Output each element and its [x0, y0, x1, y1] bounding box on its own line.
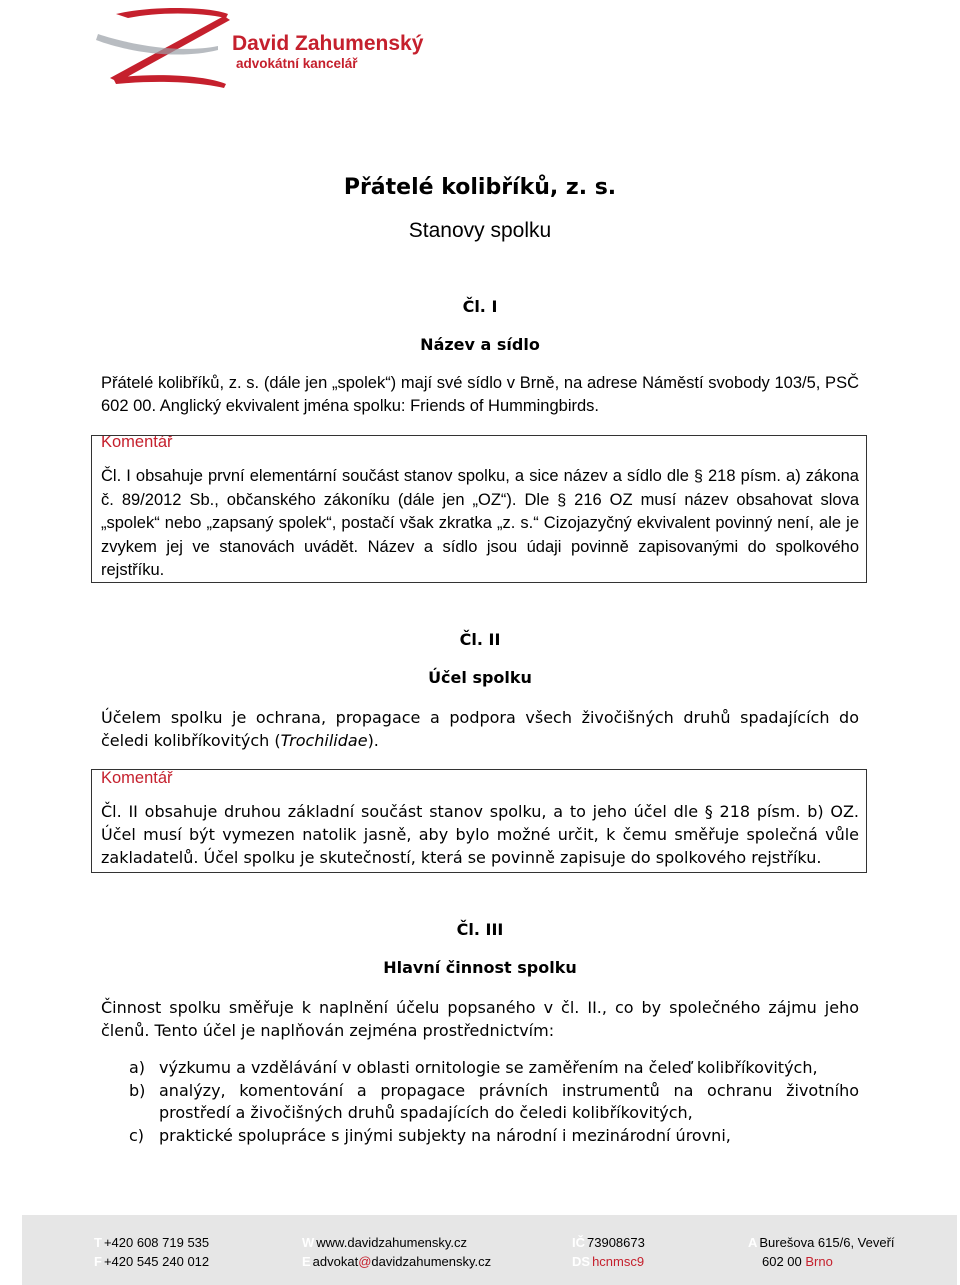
article-1-comment-text: Čl. I obsahuje první elementární součást stanov spolku, a sice název a sídlo dle § 218 písm. a) zákona č. 89/2012 Sb., občanského zákoníku (dále jen „OZ“). Dle § 216 OZ musí název obsahovat slova „spolek“ nebo „zapsaný spolek“, postačí však zkratka „z. s.“ Cizojazyčný ekvivalent povinný není, ale je zvykem jej ve stanovách uvádět. Název a sídlo jsou údaji povinně zapisovanými do spolkového rejstříku.	[101, 467, 860, 579]
firm-logo	[58, 4, 424, 94]
article-2-comment-label: Komentář	[101, 769, 173, 787]
footer-ds: DS hcnmsc9	[572, 1254, 645, 1269]
list-item: c) praktické spolupráce s jinými subjekty na národní i mezinárodní úrovni,	[129, 1125, 731, 1145]
article-2-number: Čl. II	[459, 630, 501, 649]
footer-address-1: A Burešova 615/6, Veveří	[748, 1235, 895, 1250]
article-1-heading: Název a sídlo	[420, 335, 540, 354]
footer-phone: T +420 608 719 535	[94, 1235, 210, 1250]
section-sign: §	[704, 802, 713, 821]
section-sign: §	[557, 491, 567, 509]
footer-ic: IČ 73908673	[572, 1235, 645, 1250]
article-1-number: Čl. I	[462, 297, 498, 316]
article-3-number: Čl. III	[456, 920, 504, 939]
list-item: b) analýzy, komentování a propagace právních instrumentů na ochranu životního prostředí a živočišných druhů spadajících do čeledi kolibříkovitých,	[129, 1080, 859, 1122]
footer	[22, 1215, 957, 1285]
firm-name: David Zahumenský	[232, 32, 424, 55]
document-title: Přátelé kolibříků, z. s.	[343, 175, 617, 200]
article-2-heading: Účel spolku	[428, 668, 532, 687]
section-sign: §	[694, 468, 703, 485]
footer-web[interactable]: W www.davidzahumensky.cz	[302, 1235, 468, 1250]
footer-email[interactable]: E advokat@davidzahumensky.cz	[302, 1254, 492, 1269]
footer-fax: F +420 545 240 012	[94, 1254, 210, 1269]
firm-subtitle: advokátní kancelář	[236, 56, 358, 71]
article-3-heading: Hlavní činnost spolku	[383, 958, 577, 977]
article-2-text: Účelem spolku je ochrana, propagace a podpora všech živočišných druhů spadajících do čeledi kolibříkovitých (Trochilidae).	[101, 708, 859, 750]
article-1-text: Přátelé kolibříků, z. s. (dále jen „spolek“) mají své sídlo v Brně, na adrese Náměstí svobody 103/5, PSČ 602 00. Anglický ekvivalent jména spolku: Friends of Hummingbirds.	[101, 374, 859, 415]
list-item: a) výzkumu a vzdělávání v oblasti ornitologie se zaměřením na čeleď kolibříkovitých,	[129, 1058, 818, 1077]
activity-list	[101, 1057, 859, 1147]
article-3-text: Činnost spolku směřuje k naplnění účelu popsaného v čl. II., co by společného zájmu jeho členů. Tento účel je naplňován zejména prostřednictvím:	[101, 998, 859, 1040]
document-subtitle: Stanovy spolku	[408, 219, 552, 242]
footer-address-2: 602 00 Brno	[762, 1254, 833, 1269]
article-1-comment-label: Komentář	[101, 433, 173, 451]
article-2-comment-text: Čl. II obsahuje druhou základní součást stanov spolku, a to jeho účel dle § 218 písm. b) OZ. Účel musí být vymezen natolik jasně, aby bylo možné určit, k čemu směřuje společná vůle zakladatelů. Účel spolku je skutečností, která se povinně zapisuje do spolkového rejstříku.	[101, 802, 860, 867]
